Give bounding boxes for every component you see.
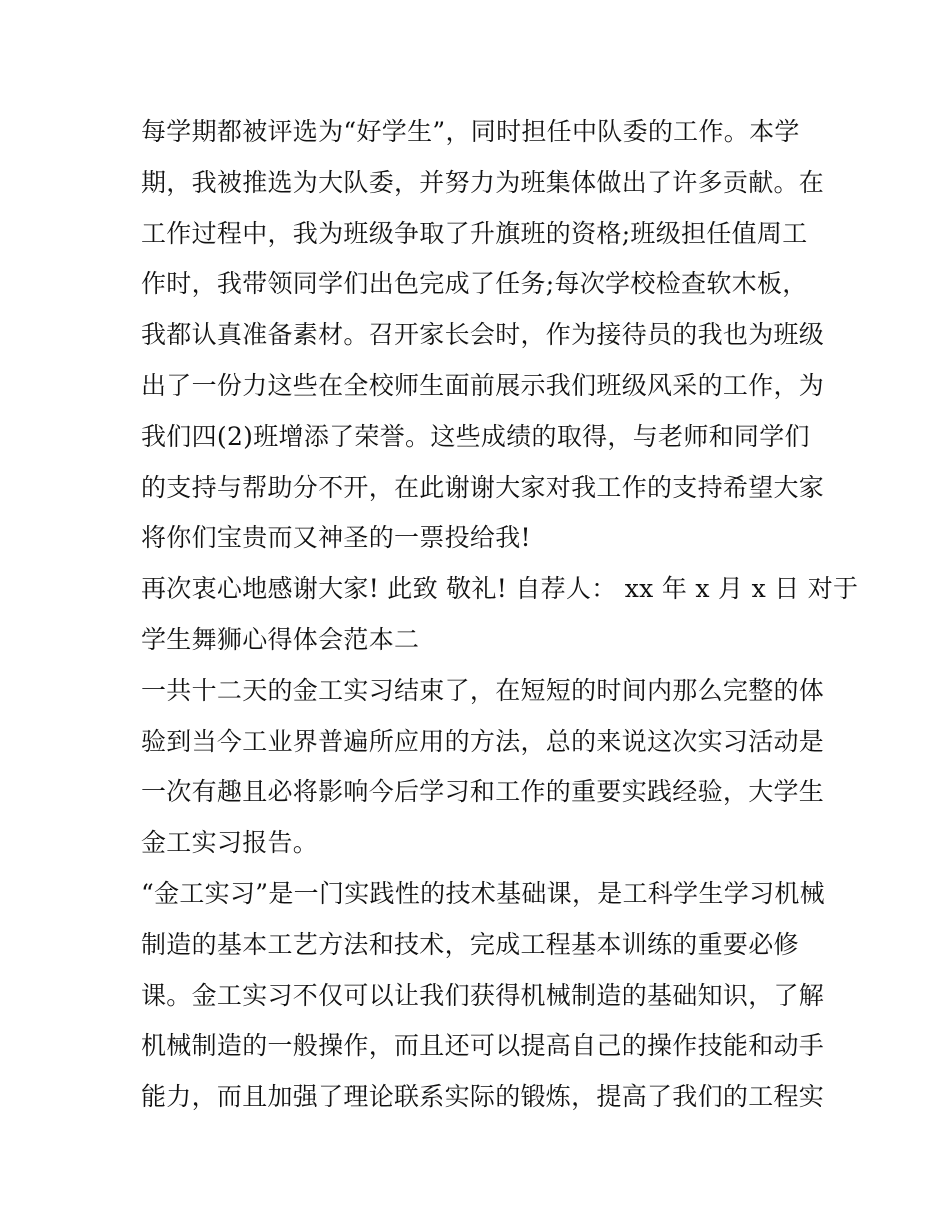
text-line: 验到当今工业界普遍所应用的方法，总的来说这次实习活动是 <box>141 726 825 756</box>
text-line: 金工实习报告。 <box>141 828 319 858</box>
text-line: “金工实习”是一门实践性的技术基础课，是工科学生学习机械 <box>141 878 825 908</box>
text-line: 制造的基本工艺方法和技术，完成工程基本训练的重要必修 <box>141 929 799 959</box>
text-line: 作时，我带领同学们出色完成了任务;每次学校检查软木板， <box>141 269 808 299</box>
text-line: 每学期都被评选为“好学生”，同时担任中队委的工作。本学 <box>141 117 800 146</box>
text-line: 期，我被推选为大队委，并努力为班集体做出了许多贡献。在 <box>141 167 825 197</box>
text-line: 再次衷心地感谢大家! 此致 敬礼! 自荐人： xx 年 x 月 x 日 对于 <box>141 574 859 604</box>
text-line: 一次有趣且必将影响今后学习和工作的重要实践经验，大学生 <box>141 777 825 807</box>
text-line: 我都认真准备素材。召开家长会时，作为接待员的我也为班级 <box>141 320 825 350</box>
text-line: 学生舞狮心得体会范本二 <box>141 624 420 654</box>
text-line: 我们四(2)班增添了荣誉。这些成绩的取得，与老师和同学们 <box>141 421 810 451</box>
text-line: 出了一份力这些在全校师生面前展示我们班级风采的工作，为 <box>141 370 825 400</box>
text-line: 能力，而且加强了理论联系实际的锻炼，提高了我们的工程实 <box>141 1082 825 1112</box>
text-line: 一共十二天的金工实习结束了，在短短的时间内那么完整的体 <box>141 675 825 705</box>
document-body <box>141 107 859 1123</box>
text-line: 将你们宝贵而又神圣的一票投给我! <box>141 523 531 553</box>
text-line: 工作过程中，我为班级争取了升旗班的资格;班级担任值周工 <box>141 218 808 248</box>
text-line: 机械制造的一般操作，而且还可以提高自己的操作技能和动手 <box>141 1031 825 1061</box>
text-line: 课。金工实习不仅可以让我们获得机械制造的基础知识，了解 <box>141 980 825 1010</box>
text-line: 的支持与帮助分不开，在此谢谢大家对我工作的支持希望大家 <box>141 472 825 502</box>
